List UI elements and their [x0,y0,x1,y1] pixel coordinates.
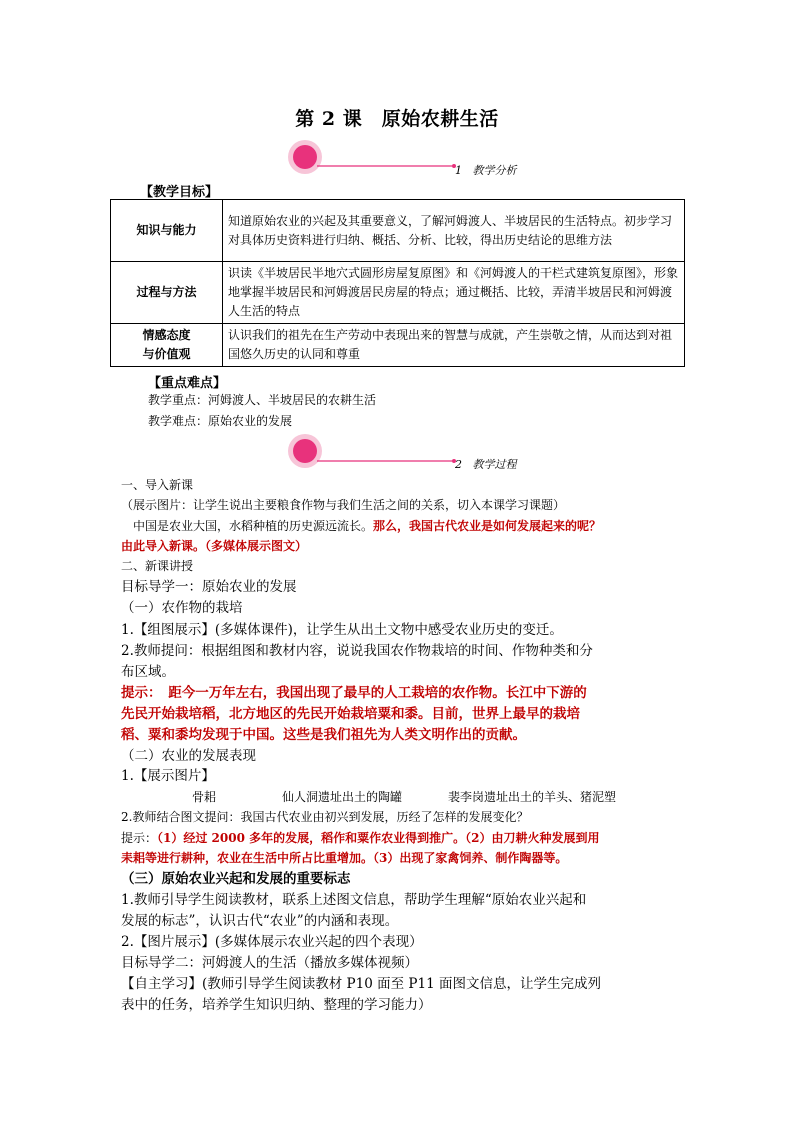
item-2-cont: 布区域。 [121,664,175,680]
goal-2: 目标导学二：河姆渡人的生活（播放多媒体视频） [121,955,418,971]
table-row [111,200,685,262]
subsection-1: （一）农作物的栽培 [121,600,243,616]
goal-value: 识读《半坡居民半地穴式圆形房屋复原图》和《河姆渡人的干栏式建筑复原图》，形象地掌握半坡居民和河姆渡居民房屋的特点；通过概括、比较，弄清半坡居民和河姆渡人生活的特点 [223,262,685,324]
teaching-difficulty: 教学难点：原始农业的发展 [148,414,293,428]
hint-1-cont-2: 稻、粟和黍均发现于中国。这些是我们祖先为人类文明作出的贡献。 [121,727,526,743]
circle-inner-icon [293,439,317,463]
goal-key: 过程与方法 [111,262,223,324]
caption-bone-spade: 骨耜 [192,790,217,804]
item-4: 2.教师结合图文提问：我国古代农业由初兴到发展，历经了怎样的发展变化？ [121,810,529,824]
intro-heading: 一、导入新课 [121,478,194,492]
item-5-cont: 发展的标志”，认识古代“农业”的内涵和表现。 [121,913,399,929]
item-2: 2.教师提问：根据组图和教材内容，说说我国农作物栽培的时间、作物种类和分 [121,643,593,659]
hint-1-cont: 先民开始栽培稻，北方地区的先民开始栽培粟和黍。目前，世界上最早的栽培 [121,706,580,722]
caption-clay-figures: 裴李岗遗址出土的羊头、猪泥塑 [448,790,617,804]
item-3: 1.【展示图片】 [121,768,215,784]
page-title: 第 2 课 原始农耕生活 [295,108,499,130]
hint-2-cont: 耒耜等进行耕种，农业在生活中所占比重增加。（3）出现了家禽饲养、制作陶器等。 [121,851,568,865]
goals-table [110,199,685,367]
self-study-cont: 表中的任务，培养学生知识归纳、整理的学习能力） [121,997,432,1013]
intro-note: （展示图片：让学生说出主要粮食作物与我们生活之间的关系，切入本课学习课题） [121,498,566,512]
circle-inner-icon [293,145,317,169]
goal-value: 知道原始农业的兴起及其重要意义，了解河姆渡人、半坡居民的生活特点。初步学习对具体历史资料进行归纳、概括、分析、比较，得出历史结论的思维方法 [223,200,685,262]
section-2-label: 2 教学过程 [455,458,517,471]
teaching-focus: 教学重点：河姆渡人、半坡居民的农耕生活 [148,393,377,407]
goal-key: 知识与能力 [111,200,223,262]
subsection-3: （三）原始农业兴起和发展的重要标志 [121,871,351,887]
hint-1: 提示： 距今一万年左右，我国出现了最早的人工栽培的农作物。长江中下游的 [121,685,587,701]
item-1: 1.【组图展示】(多媒体课件)，让学生从出土文物中感受农业历史的变迁。 [121,622,563,638]
goal-value: 认识我们的祖先在生产劳动中表现出来的智慧与成就，产生崇敬之情，从而达到对祖国悠久历史的认同和尊重 [223,324,685,367]
intro-text-2: 由此导入新课。（多媒体展示图文） [121,539,308,553]
item-5: 1.教师引导学生阅读教材，联系上述图文信息，帮助学生理解“原始农业兴起和 [121,892,587,908]
keypoints-header: 【重点难点】 [148,376,227,391]
section-divider-1 [287,139,467,175]
new-lesson-heading: 二、新课讲授 [121,559,194,573]
intro-text: 中国是农业大国，水稻种植的历史源远流长。那么，我国古代农业是如何发展起来的呢？ [133,519,602,533]
table-row [111,262,685,324]
item-6: 2.【图片展示】(多媒体展示农业兴起的四个表现） [121,934,423,950]
goals-header: 【教学目标】 [140,185,219,200]
table-row [111,324,685,367]
hint-2: 提示：（1）经过 2000 多年的发展，稻作和粟作农业得到推广。（2）由刀耕火种发展到用 [121,831,600,845]
section-1-label: 1 教学分析 [455,164,517,177]
goal-key: 情感态度 与价值观 [111,324,223,367]
self-study: 【自主学习】(教师引导学生阅读教材 P10 面至 P11 面图文信息，让学生完成列 [121,976,601,992]
section-divider-2 [287,433,467,469]
subsection-2: （二）农业的发展表现 [121,748,256,764]
goal-1: 目标导学一：原始农业的发展 [121,579,297,595]
caption-pottery: 仙人洞遗址出土的陶罐 [282,790,403,804]
